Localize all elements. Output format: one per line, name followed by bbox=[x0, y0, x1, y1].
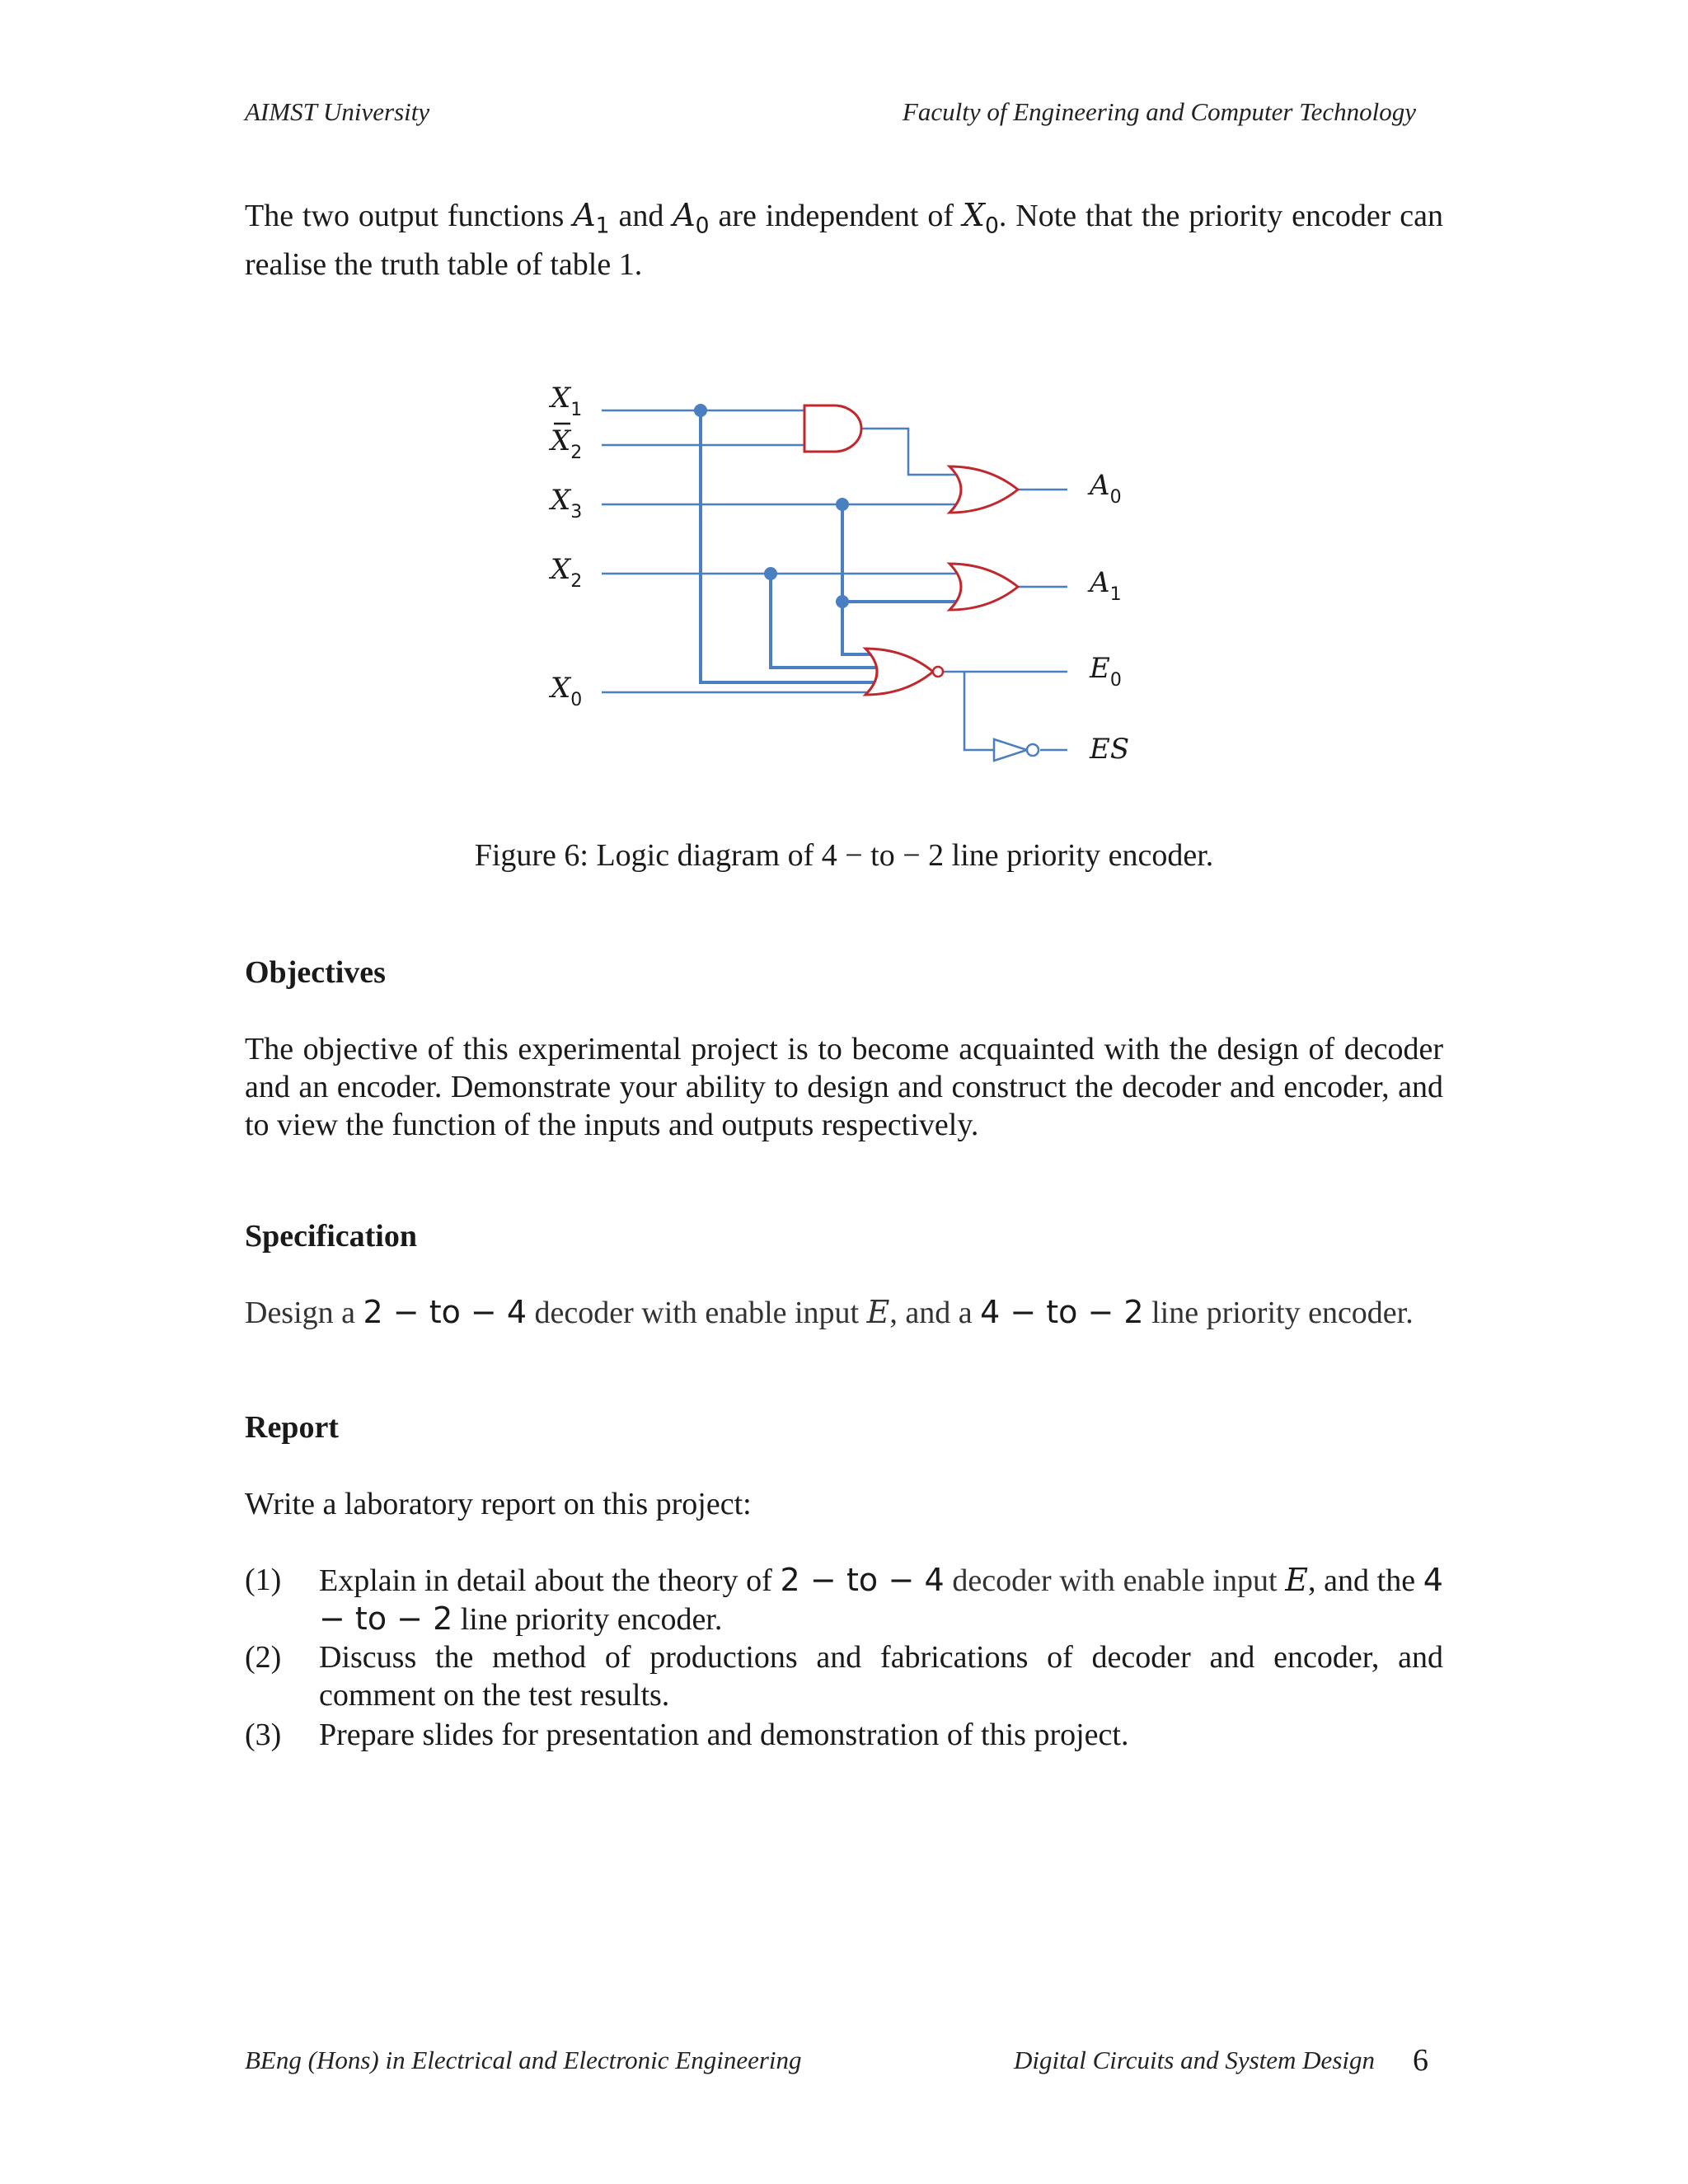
label-x2: $X_2$ bbox=[551, 553, 583, 592]
page-number: 6 bbox=[1413, 2043, 1428, 2078]
objectives-heading: Objectives bbox=[245, 955, 386, 990]
report-intro: Write a laboratory report on this project: bbox=[245, 1487, 752, 1521]
report-item: (3) Prepare slides for presentation and demonstration of this project. bbox=[245, 1718, 1129, 1752]
specification-body: Design a 2 − to − 4 decoder with enable input E, and a 4 − to − 2 line priority encoder. bbox=[245, 1294, 1414, 1330]
specification-heading: Specification bbox=[245, 1219, 417, 1254]
objectives-body: The objective of this experimental project is to become acquainted with the design of decoder and an encoder. Demonstrate your ability to design and construct the decoder and encoder, and to view the function of the inputs and outputs respectively. bbox=[245, 1032, 1443, 1142]
footer-left: BEng (Hons) in Electrical and Electronic Engineering bbox=[245, 2046, 802, 2074]
label-x1: $X_1$ bbox=[551, 382, 583, 420]
label-a1: $A_1$ bbox=[1090, 566, 1122, 605]
label-es: ES bbox=[1090, 733, 1130, 766]
logic-diagram bbox=[528, 371, 1187, 783]
header-right: Faculty of Engineering and Computer Technology bbox=[902, 97, 1416, 126]
intro-paragraph: The two output functions $A_1$ and $A_0$ are independent of $X_0$. Note that the priority encoder can realise the truth table of table 1. bbox=[245, 197, 1443, 282]
report-item: (2) Discuss the method of productions and fabrications of decoder and encoder, and comment on the test results. bbox=[245, 1640, 1443, 1713]
label-x3: $X_3$ bbox=[551, 484, 583, 523]
label-a0: $A_0$ bbox=[1090, 469, 1122, 508]
figure-caption: Figure 6: Logic diagram of 4 − to − 2 line priority encoder. bbox=[474, 838, 1214, 873]
label-x0: $X_0$ bbox=[551, 672, 583, 710]
report-heading: Report bbox=[245, 1410, 339, 1445]
header-left: AIMST University bbox=[245, 97, 430, 126]
label-e0: $E_0$ bbox=[1090, 652, 1122, 691]
label-x2-bar: $X_2$ bbox=[551, 424, 583, 463]
footer-right: Digital Circuits and System Design bbox=[1014, 2046, 1375, 2074]
report-item: (1) Explain in detail about the theory of 2 − to − 4 decoder with enable input E, and the 4 − to − 2 line priority encoder. bbox=[245, 1562, 1443, 1637]
